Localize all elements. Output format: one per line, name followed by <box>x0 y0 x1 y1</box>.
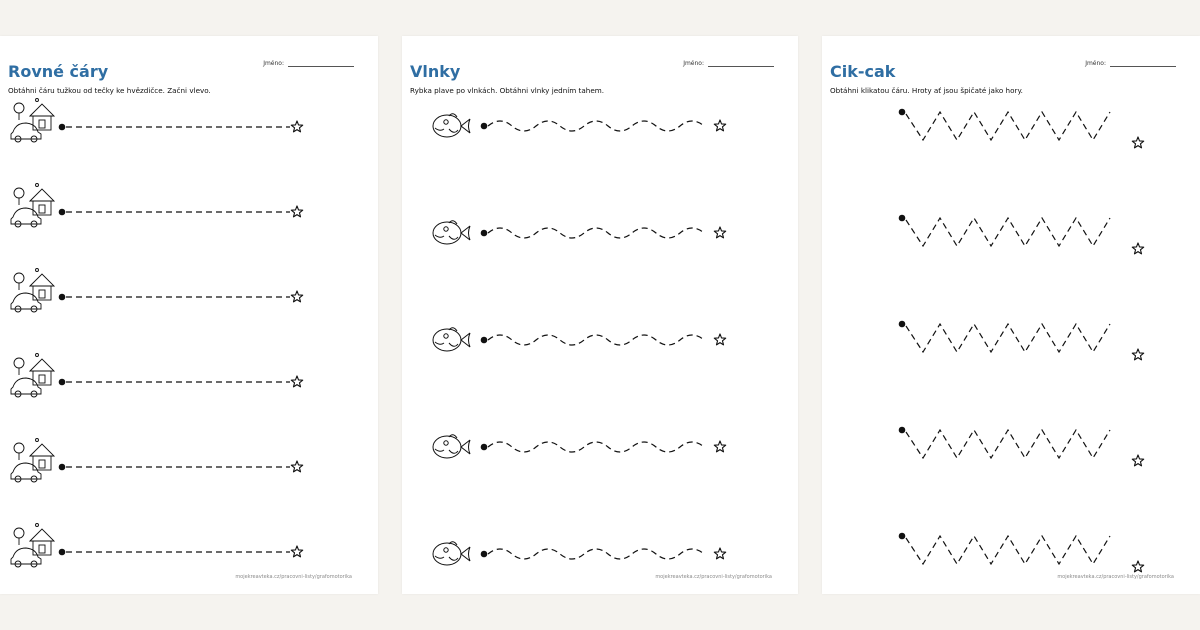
dashed-wave-line <box>488 335 704 345</box>
star-icon <box>1132 561 1143 572</box>
star-icon <box>291 546 302 557</box>
dashed-zigzag-line <box>906 112 1110 140</box>
tracing-row <box>899 533 1144 572</box>
fish-icon <box>433 221 470 244</box>
star-icon <box>1132 137 1143 148</box>
house-car-icon <box>11 184 54 228</box>
dashed-zigzag-line <box>906 536 1110 564</box>
worksheet-instruction: Obtáhni čáru tužkou od tečky ke hvězdičce. Začni vlevo. <box>8 86 211 95</box>
name-label: Jméno: <box>1085 60 1106 67</box>
dashed-zigzag-line <box>906 324 1110 352</box>
house-car-icon <box>11 269 54 313</box>
start-dot <box>899 427 906 434</box>
fish-icon <box>433 542 470 565</box>
star-icon <box>291 121 302 132</box>
tracing-row <box>11 439 303 483</box>
start-dot <box>59 549 66 556</box>
star-icon <box>714 120 725 131</box>
worksheet-instruction: Obtáhni klikatou čáru. Hroty ať jsou špičaté jako hory. <box>830 86 1023 95</box>
start-dot <box>59 124 66 131</box>
worksheet-straight-lines <box>0 36 378 594</box>
dashed-wave-line <box>488 442 704 452</box>
fish-icon <box>433 114 470 137</box>
star-icon <box>714 227 725 238</box>
dashed-wave-line <box>488 121 704 131</box>
worksheet-footer: mojekreavteka.cz/pracovni-listy/grafomotorika <box>235 574 352 580</box>
start-dot <box>899 109 906 116</box>
fish-icon <box>433 435 470 458</box>
star-icon <box>291 376 302 387</box>
tracing-row <box>433 114 726 137</box>
tracing-row <box>899 321 1144 360</box>
tracing-row <box>11 354 303 398</box>
start-dot <box>899 215 906 222</box>
tracing-row <box>433 221 726 244</box>
worksheet-footer: mojekreavteka.cz/pracovni-listy/grafomotorika <box>655 574 772 580</box>
start-dot <box>59 379 66 386</box>
start-dot <box>481 230 488 237</box>
name-label: Jméno: <box>683 60 704 67</box>
dashed-zigzag-line <box>906 218 1110 246</box>
start-dot <box>899 533 906 540</box>
tracing-row <box>11 99 303 143</box>
star-icon <box>291 291 302 302</box>
dashed-wave-line <box>488 228 704 238</box>
house-car-icon <box>11 524 54 568</box>
worksheet-instruction: Rybka plave po vlnkách. Obtáhni vlnky jedním tahem. <box>410 86 605 95</box>
tracing-row <box>899 427 1144 466</box>
start-dot <box>59 464 66 471</box>
star-icon <box>291 461 302 472</box>
start-dot <box>481 551 488 558</box>
star-icon <box>714 548 725 559</box>
tracing-row <box>433 435 726 458</box>
dashed-wave-line <box>488 549 704 559</box>
tracing-row <box>899 215 1144 254</box>
house-car-icon <box>11 354 54 398</box>
worksheet-title: Rovné čáry <box>8 62 109 81</box>
start-dot <box>899 321 906 328</box>
star-icon <box>1132 455 1143 466</box>
star-icon <box>291 206 302 217</box>
tracing-area <box>0 36 378 594</box>
start-dot <box>59 209 66 216</box>
tracing-row <box>11 524 303 568</box>
tracing-row <box>433 542 726 565</box>
start-dot <box>481 123 488 130</box>
star-icon <box>714 441 725 452</box>
tracing-row <box>433 328 726 351</box>
dashed-zigzag-line <box>906 430 1110 458</box>
start-dot <box>481 337 488 344</box>
tracing-row <box>11 184 303 228</box>
start-dot <box>481 444 488 451</box>
worksheet-footer: mojekreavteka.cz/pracovni-listy/grafomotorika <box>1057 574 1174 580</box>
tracing-row <box>899 109 1144 148</box>
tracing-row <box>11 269 303 313</box>
star-icon <box>714 334 725 345</box>
worksheet-zigzag <box>822 36 1200 594</box>
tracing-area <box>822 36 1200 594</box>
house-car-icon <box>11 99 54 143</box>
fish-icon <box>433 328 470 351</box>
tracing-area <box>402 36 798 594</box>
star-icon <box>1132 243 1143 254</box>
worksheet-waves <box>402 36 798 594</box>
name-label: Jméno: <box>263 60 284 67</box>
start-dot <box>59 294 66 301</box>
worksheet-title: Cik-cak <box>830 62 896 81</box>
worksheet-title: Vlnky <box>410 62 461 81</box>
house-car-icon <box>11 439 54 483</box>
star-icon <box>1132 349 1143 360</box>
